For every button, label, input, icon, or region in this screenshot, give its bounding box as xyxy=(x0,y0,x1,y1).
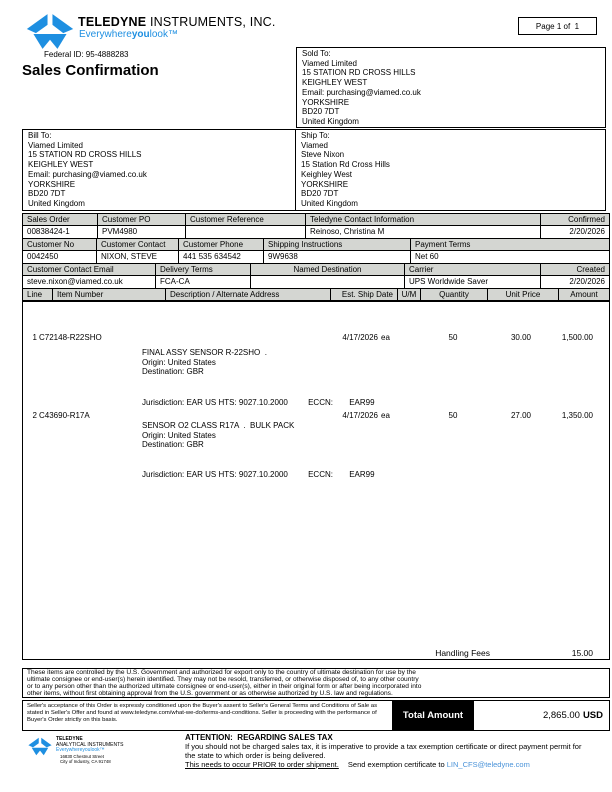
item-destination: Destination: GBR xyxy=(142,440,204,450)
acceptance-line: Seller's acceptance of this Order is expressly conditioned upon the Buyer's assent to Seller's General Terms and Conditions of Sale as xyxy=(27,703,378,709)
teledyne-footer-logo-icon xyxy=(28,737,52,756)
item-number: C72148-R22SHO xyxy=(39,333,102,342)
item-origin: Origin: United States xyxy=(142,357,216,367)
column-header: Quantity xyxy=(421,289,488,301)
column-header: Customer Reference xyxy=(186,214,306,226)
customer-po-value: PVM4980 xyxy=(98,226,186,238)
sold-to-line: Viamed Limited xyxy=(302,58,357,68)
amount: 1,350.00 xyxy=(561,411,593,420)
column-header: Customer Phone xyxy=(179,239,264,251)
column-header: Customer PO xyxy=(98,214,186,226)
acceptance-notice xyxy=(22,700,393,731)
column-header: Est. Ship Date xyxy=(331,289,398,301)
footer-brand-address: 16830 Chestnut Street xyxy=(60,753,104,759)
delivery-terms-value: FCA-CA xyxy=(156,276,251,288)
bill-to-line: KEIGHLEY WEST xyxy=(28,160,94,170)
column-header: Carrier xyxy=(405,264,541,276)
column-header: Customer No xyxy=(23,239,97,251)
bill-to-line: United Kingdom xyxy=(28,198,85,208)
footer-brand-address: City of Industry, CA 91748 xyxy=(60,759,111,765)
ship-to-line: Steve Nixon xyxy=(301,150,345,160)
export-notice-line: other items, without first obtaining approval from the U.S. government or as otherwise authorized by U.S. law and regulations. xyxy=(27,689,393,697)
column-header: Teledyne Contact Information xyxy=(306,214,541,226)
item-description: SENSOR O2 CLASS R17A . BULK PACK xyxy=(142,421,295,430)
ship-to-line: 15 Station Rd Cross Hills xyxy=(301,160,390,170)
page-title: Sales Confirmation xyxy=(22,62,159,79)
shipping-instructions-value: 9W9638 xyxy=(264,251,411,263)
created-date-value: 2/20/2026 xyxy=(569,277,605,286)
brand-tagline: Everywhereyoulook™ xyxy=(79,29,178,40)
bill-to-line: 15 STATION RD CROSS HILLS xyxy=(28,150,142,160)
quantity: 50 xyxy=(448,411,458,420)
teledyne-contact-value: Reinoso, Christina M xyxy=(306,226,541,238)
sold-to-box xyxy=(296,47,606,128)
ship-to-box xyxy=(295,129,606,211)
brand-name-rest: INSTRUMENTS, INC. xyxy=(146,15,276,29)
line-item-row-1 xyxy=(23,332,609,344)
column-header: Amount xyxy=(559,289,609,301)
column-header: Line xyxy=(23,289,53,301)
handling-fees-label: Handling Fees xyxy=(435,648,490,658)
line-items-body xyxy=(22,301,610,660)
line-item-row-2 xyxy=(23,410,609,422)
customer-contact-email-value: steve.nixon@viamed.co.uk xyxy=(23,276,156,288)
brand-name xyxy=(78,15,276,29)
ship-to-line: BD20 7DT xyxy=(301,189,339,199)
export-notice-line: These items are controlled by the U.S. Government and authorized for export only to the country of ultimate destination for use by the xyxy=(27,669,416,676)
sold-to-label: Sold To: xyxy=(302,49,331,58)
eccn-label: ECCN: xyxy=(308,470,333,479)
unit-of-measure: ea xyxy=(381,411,390,420)
page-number: Page 1 of 1 xyxy=(535,22,580,31)
item-jurisdiction-line xyxy=(142,398,375,407)
attention-underlined-text: This needs to occur PRIOR to order shipment. xyxy=(185,760,339,769)
attention-action-line xyxy=(185,760,585,769)
sold-to-line: BD20 7DT xyxy=(302,107,340,117)
customer-no-value: 0042450 xyxy=(23,251,97,263)
eccn-value: EAR99 xyxy=(349,470,375,479)
named-destination-value xyxy=(251,276,405,288)
sales-order-value: 00838424-1 xyxy=(23,226,98,238)
item-description-block xyxy=(142,348,267,377)
order-info-row1 xyxy=(22,213,610,239)
jurisdiction-text: Jurisdiction: EAR US HTS: 9027.10.2000 xyxy=(142,398,288,407)
footer-brand-block xyxy=(56,737,124,765)
column-header: Confirmed xyxy=(541,214,609,226)
attention-title: ATTENTION: REGARDING SALES TAX xyxy=(185,733,333,742)
ship-to-line: Viamed xyxy=(301,140,328,150)
column-header: Customer Contact Email xyxy=(23,264,156,276)
column-header: Item Number xyxy=(53,289,166,301)
item-description-block xyxy=(142,421,294,450)
line-items-header xyxy=(22,288,610,302)
bill-to-line: BD20 7DT xyxy=(28,189,66,199)
currency-code: USD xyxy=(582,710,603,721)
total-amount-value: 2,865.00 xyxy=(542,710,580,721)
payment-terms-value: Net 60 xyxy=(415,252,439,261)
sold-to-line: YORKSHIRE xyxy=(302,97,350,107)
ship-to-label: Ship To: xyxy=(301,131,330,140)
order-info-row3 xyxy=(22,263,610,289)
footer-brand-tagline: Everywhereyoulook™ xyxy=(56,747,105,754)
column-header: Shipping Instructions xyxy=(264,239,411,251)
handling-fees-value: 15.00 xyxy=(571,648,593,658)
jurisdiction-text: Jurisdiction: EAR US HTS: 9027.10.2000 xyxy=(142,470,288,479)
export-control-notice xyxy=(22,668,610,698)
column-header: Unit Price xyxy=(488,289,559,301)
teledyne-logo-icon xyxy=(26,13,74,50)
column-header: Description / Alternate Address xyxy=(166,289,331,301)
column-header: Delivery Terms xyxy=(156,264,251,276)
ship-to-line: YORKSHIRE xyxy=(301,179,349,189)
est-ship-date: 4/17/2026 xyxy=(342,411,378,420)
column-header: Named Destination xyxy=(251,264,405,276)
footer-brand-division: ANALYTICAL INSTRUMENTS xyxy=(56,741,124,748)
carrier-value: UPS Worldwide Saver xyxy=(405,276,541,288)
export-notice-line: ultimate consignee or end-user(s) herein identified. They may not be resold, transferred, or otherwise disposed of, to any other country xyxy=(27,675,419,683)
eccn-label: ECCN: xyxy=(308,398,333,407)
export-notice-line: or to any person other than the authorized ultimate consignee or end-user(s), either in their original form or after being incorporated into xyxy=(27,682,422,690)
tax-exemption-email-link[interactable]: LIN_CFS@teledyne.com xyxy=(446,760,530,769)
item-description: FINAL ASSY SENSOR R-22SHO . xyxy=(142,348,267,357)
total-amount-label: Total Amount xyxy=(393,700,473,731)
customer-phone-value: 441 535 634542 xyxy=(179,251,264,263)
attention-send-text: Send exemption certificate to xyxy=(347,760,445,769)
sold-to-line: KEIGHLEY WEST xyxy=(302,78,368,88)
sales-tax-attention xyxy=(185,733,585,769)
order-info-row2 xyxy=(22,238,610,264)
acceptance-line: Buyer's Order strictly on this basis. xyxy=(27,717,118,723)
bill-to-box xyxy=(22,129,296,211)
brand-name-bold: TELEDYNE xyxy=(78,15,147,29)
line-number: 2 xyxy=(32,411,37,420)
acceptance-line: stated in Seller's Offer and found at www.teledyne.com/what-we-do/terms-and-conditions. Seller is proceeding with the performance of xyxy=(27,710,377,716)
bill-to-line: Viamed Limited xyxy=(28,140,83,150)
column-header: Sales Order xyxy=(23,214,98,226)
eccn-value: EAR99 xyxy=(349,398,375,407)
column-header: U/M xyxy=(398,289,421,301)
ship-to-line: Keighley West xyxy=(301,169,352,179)
unit-price: 27.00 xyxy=(510,411,531,420)
bill-to-line: YORKSHIRE xyxy=(28,179,76,189)
amount: 1,500.00 xyxy=(561,333,593,342)
page-number-box xyxy=(518,17,597,35)
item-jurisdiction-line xyxy=(142,470,375,479)
sold-to-line: Email: purchasing@viamed.co.uk xyxy=(302,87,421,97)
bill-to-line: Email: purchasing@viamed.co.uk xyxy=(28,169,147,179)
total-amount-box xyxy=(473,700,610,731)
customer-reference-value xyxy=(186,226,306,238)
line-number: 1 xyxy=(32,333,37,342)
est-ship-date: 4/17/2026 xyxy=(342,333,378,342)
sold-to-line: 15 STATION RD CROSS HILLS xyxy=(302,68,416,78)
item-destination: Destination: GBR xyxy=(142,367,204,377)
unit-of-measure: ea xyxy=(381,333,390,342)
ship-to-line: United Kingdom xyxy=(301,198,358,208)
item-number: C43690-R17A xyxy=(39,411,90,420)
footer-brand-name: TELEDYNE xyxy=(56,736,83,742)
sold-to-line: United Kingdom xyxy=(302,116,359,126)
unit-price: 30.00 xyxy=(510,333,531,342)
federal-id: Federal ID: 95-4888283 xyxy=(44,50,129,59)
bill-to-label: Bill To: xyxy=(28,131,52,140)
attention-body: If you should not be charged sales tax, it is imperative to provide a tax exemption certificate or direct payment permit for the state to which order is being delivered. xyxy=(185,742,582,760)
item-origin: Origin: United States xyxy=(142,430,216,440)
customer-contact-value: NIXON, STEVE xyxy=(97,251,179,263)
column-header: Customer Contact xyxy=(97,239,179,251)
column-header: Payment Terms xyxy=(411,239,609,251)
quantity: 50 xyxy=(448,333,458,342)
column-header: Created xyxy=(541,264,609,276)
confirmed-date-value: 2/20/2026 xyxy=(569,227,605,236)
